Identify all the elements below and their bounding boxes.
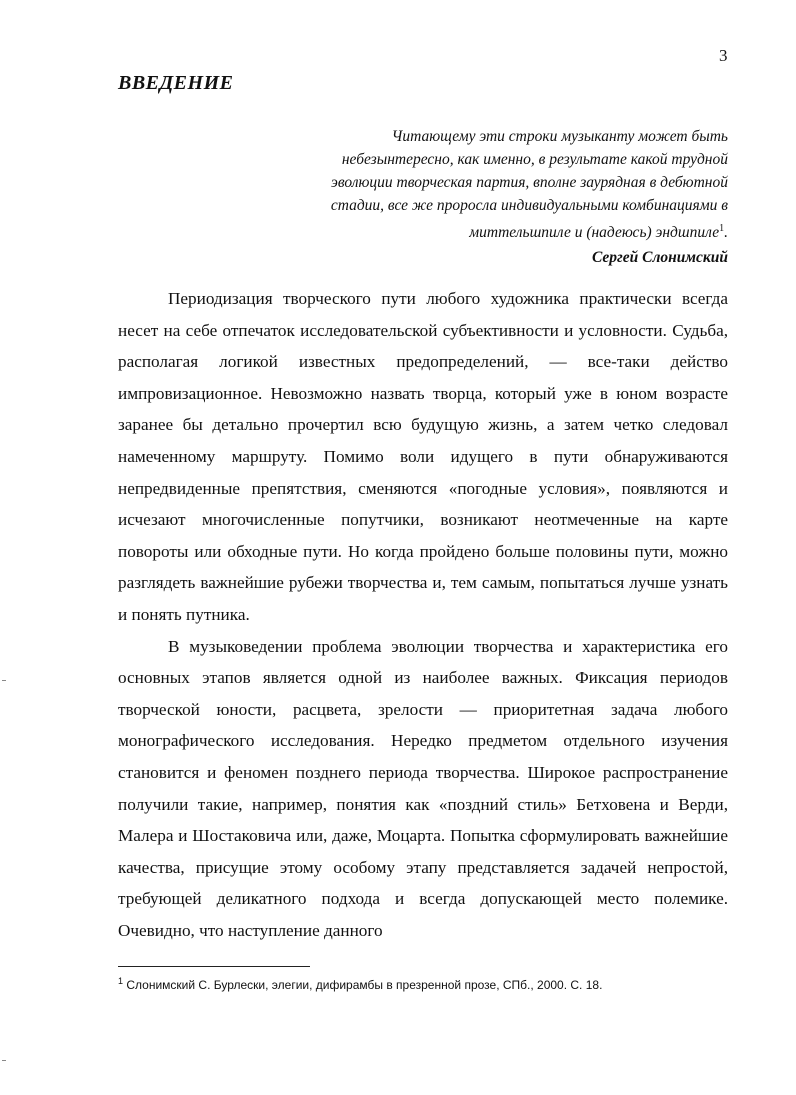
footnote-marker: 1 xyxy=(118,976,124,986)
chapter-title: ВВЕДЕНИЕ xyxy=(118,72,234,94)
footnote-divider xyxy=(118,966,310,967)
epigraph-quote xyxy=(288,125,728,244)
epigraph-author: Сергей Слонимский xyxy=(591,249,728,267)
epigraph-end-punct: . xyxy=(724,224,728,242)
scan-artifact xyxy=(2,680,6,681)
body-text xyxy=(118,283,728,946)
body-paragraph: Периодизация творческого пути любого художника практически всегда несет на себе отпечаток исследовательской субъективности и условности. Судьба, располагая логикой известных предопределений, — все-таки действо импровизационное. Невозможно назвать творца, который уже в юном возрасте заранее бы детально прочертил всю будущую жизнь, а затем четко следовал намеченному маршруту. Помимо воли идущего в пути обнаруживаются непредвиденные препятствия, сменяются «погодные условия», появляются и исчезают многочисленные попутчики, возникают неотмеченные на карте повороты или обходные пути. Но когда пройдено больше половины пути, можно разглядеть важнейшие рубежи творчества и, тем самым, попытаться лучше узнать и понять путника. xyxy=(118,289,728,624)
body-paragraph: В музыковедении проблема эволюции творчества и характеристика его основных этапов является одной из наиболее важных. Фиксация периодов творческой юности, расцвета, зрелости — приоритетная задача любого монографического исследования. Нередко предметом отдельного изучения становится и феномен позднего периода творчества. Широкое распространение получили такие, например, понятия как «поздний стиль» Бетховена и Верди, Малера и Шостаковича или, даже, Моцарта. Попытка сформулировать важнейшие качества, присущие этому особому этапу представляется задачей непростой, требующей деликатного подхода и всегда допускающей место полемике. Очевидно, что наступление данного xyxy=(118,636,728,940)
footnote xyxy=(118,976,728,992)
epigraph xyxy=(288,125,728,269)
footnote-text: Слонимский С. Бурлески, элегии, дифирамбы в презренной прозе, СПб., 2000. С. 18. xyxy=(126,978,603,992)
scan-artifact xyxy=(2,1060,6,1061)
epigraph-text: Читающему эти строки музыканту может быть небезынтересно, как именно, в результате какой трудной эволюции творческая партия, вполне заурядная в дебютной стадии, все же проросла индивидуальными комбинациями в миттельшпиле и (надеюсь) эндшпиле xyxy=(330,128,728,242)
epigraph-footnote-ref[interactable]: 1 xyxy=(719,223,725,234)
page-number: 3 xyxy=(719,46,728,65)
